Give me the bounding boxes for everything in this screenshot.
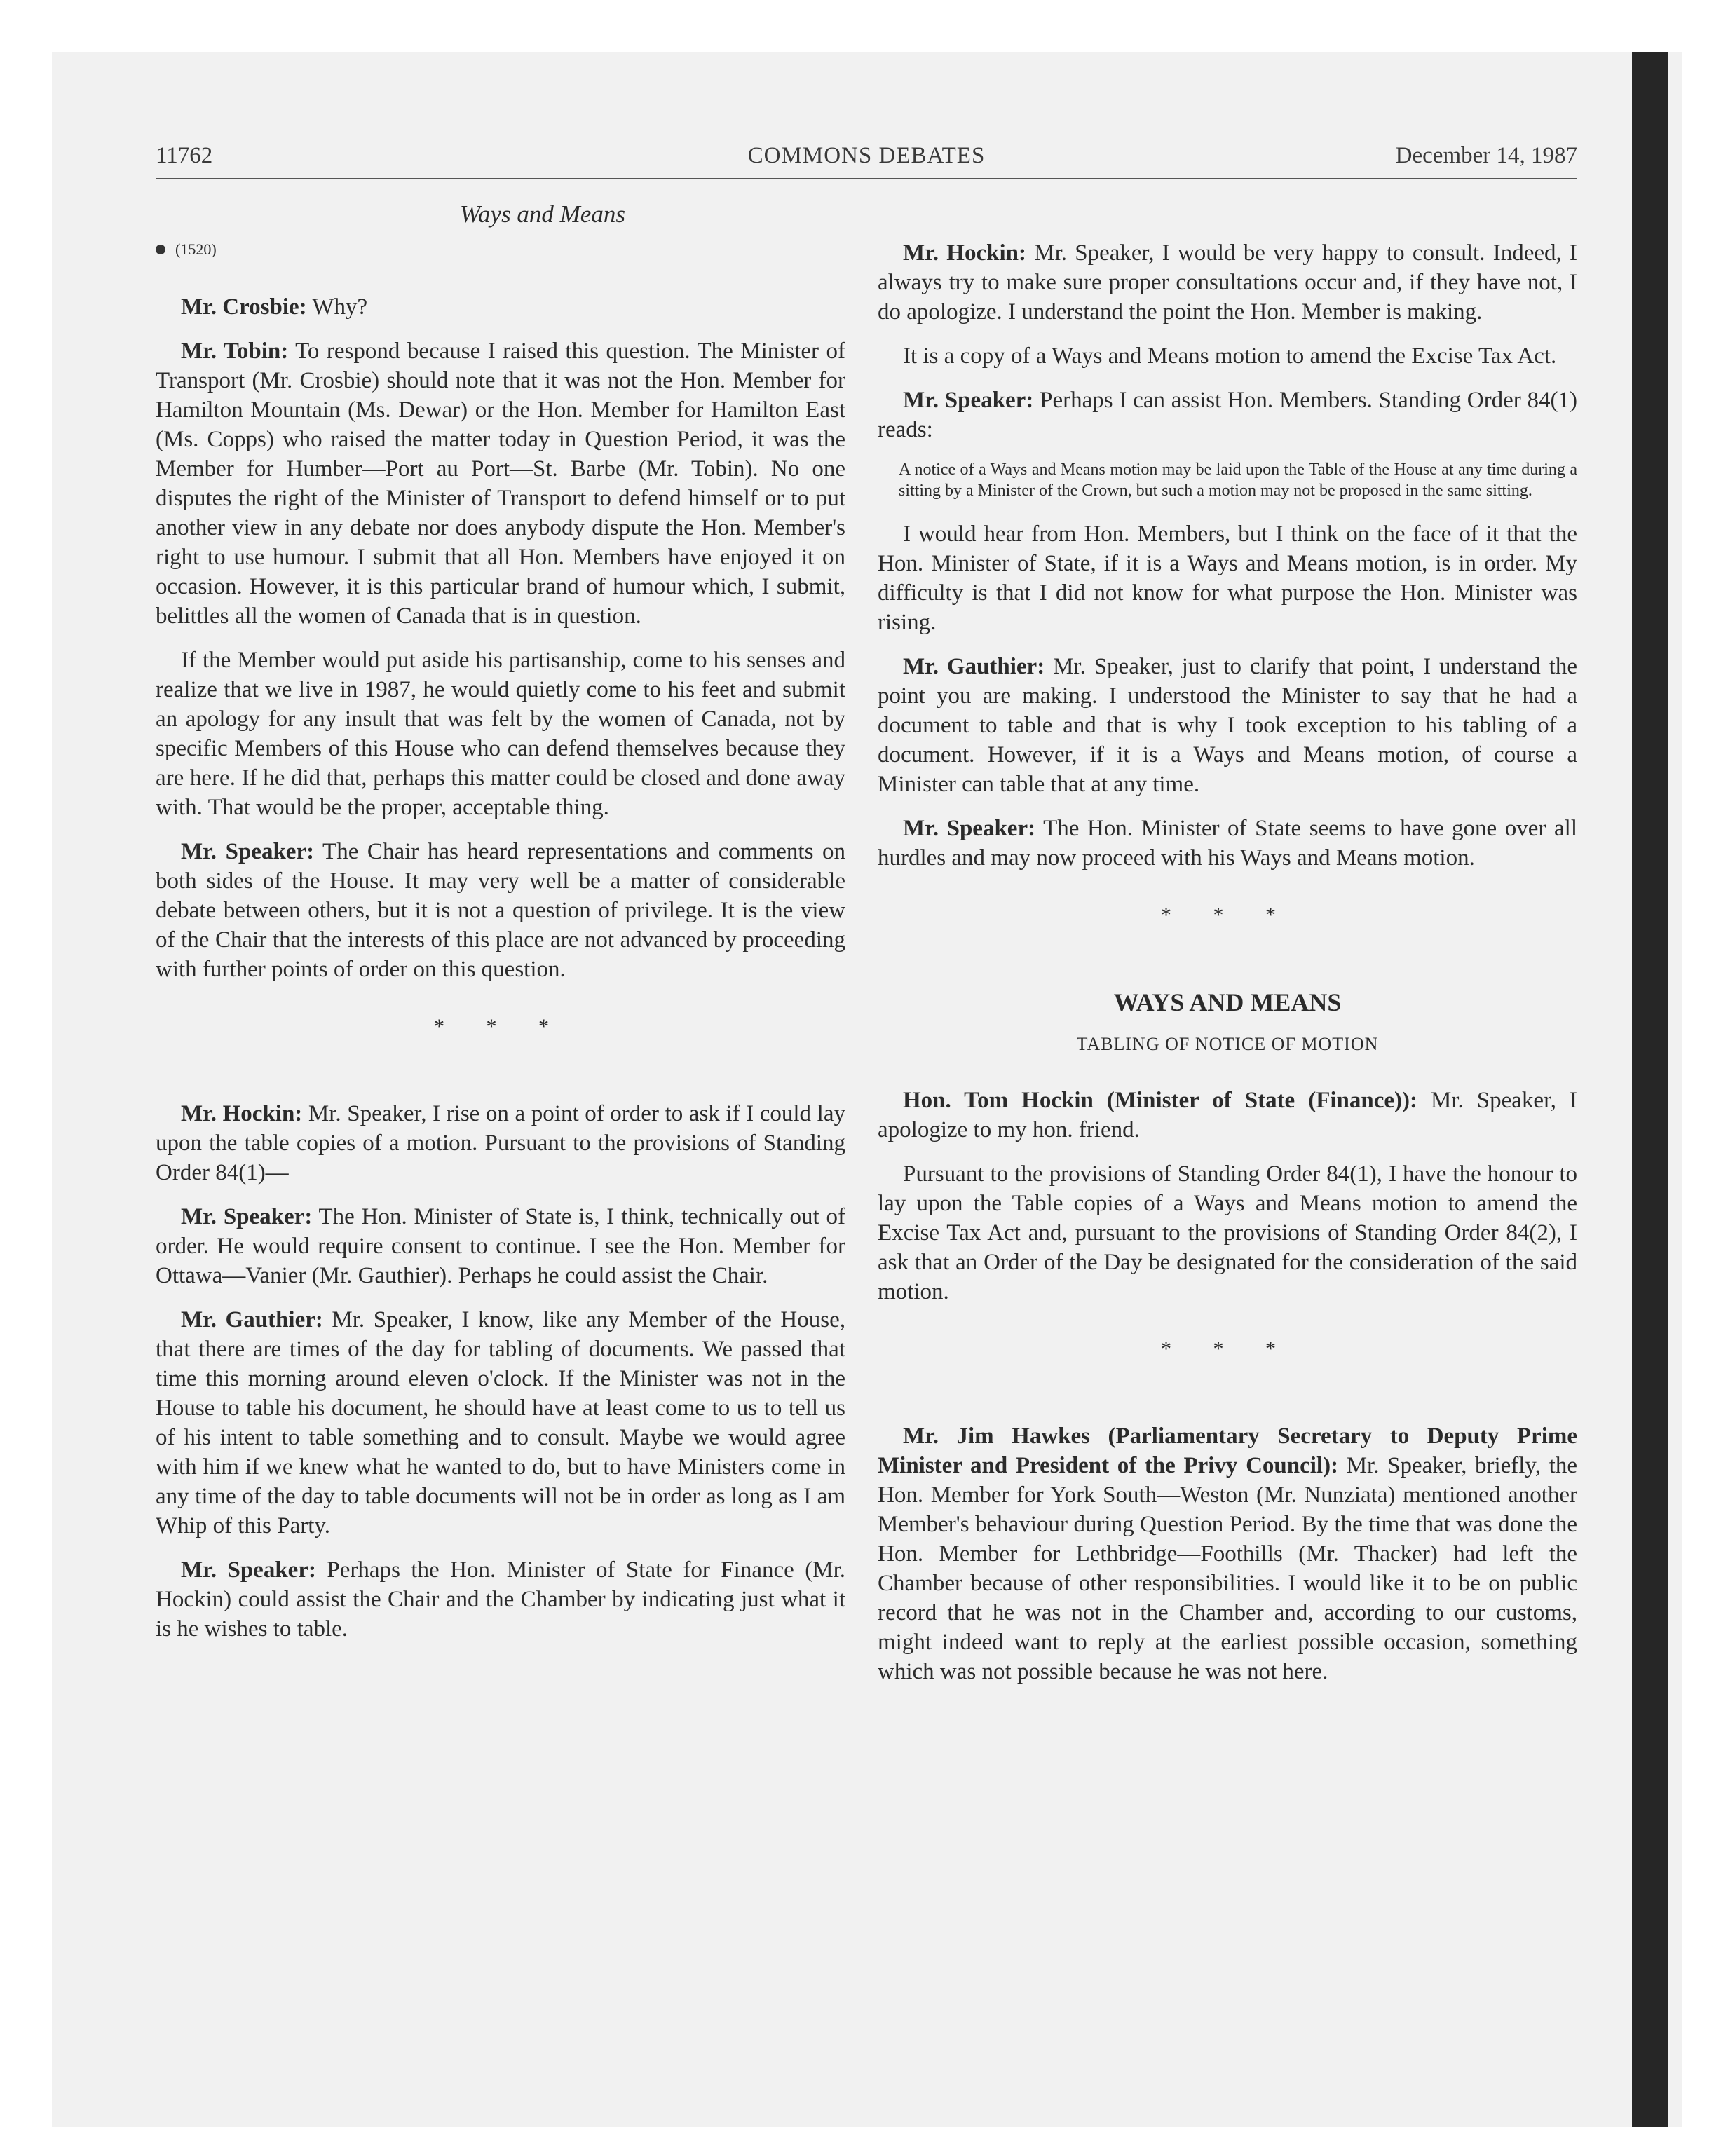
left-column bbox=[156, 193, 845, 1658]
standing-order-quote: A notice of a Ways and Means motion may be laid upon the Table of the House at any time during a sitting by a Minister of the Crown, but such a motion may not be proposed in the same sitting. bbox=[899, 460, 1577, 500]
page-date: December 14, 1987 bbox=[1395, 143, 1577, 168]
speech-text: Mr. Speaker, I would be very happy to consult. Indeed, I always try to make sure proper consultations occur and, if they have not, I do apologize. I understand the point the Hon. Member is making. bbox=[878, 240, 1577, 325]
page-header bbox=[156, 143, 1577, 179]
speech-text: Pursuant to the provisions of Standing Order 84(1), I have the honour to lay upon the Table copies of a Ways and Means motion to amend the Excise Tax Act and, pursuant to the provisions of Standing Order 84(2), I ask that an Order of the Day be designated for the consideration of the said motion. bbox=[878, 1161, 1577, 1304]
paragraph bbox=[156, 292, 845, 322]
section-separator: * * * bbox=[434, 1015, 567, 1038]
paragraph bbox=[878, 814, 1577, 873]
speaker-name: Mr. Crosbie: bbox=[181, 294, 307, 320]
paragraph bbox=[156, 646, 845, 822]
paragraph bbox=[156, 1305, 845, 1541]
speaker-name: Mr. Hockin: bbox=[903, 240, 1026, 266]
speech-text: To respond because I raised this question. The Minister of Transport (Mr. Crosbie) should note that it was not the Hon. Member for Hamilton Mountain (Ms. Dewar) or the Hon. Member for Hamilton East (Ms. Copps) who raised the matter today in Question Period, it was the Member for Humber—Port au Port—St. Barbe (Mr. Tobin). No one disputes the right of the Minister of Transport to defend himself or to put another view in any debate nor does anybody dispute the Hon. Member's right to use humour. I submit that all Hon. Members have enjoyed it on occasion. However, it is this particular brand of humour which, I submit, belittles all the women of Canada that is in question. bbox=[156, 339, 845, 629]
paragraph bbox=[878, 1421, 1577, 1686]
speech-text: I would hear from Hon. Members, but I think on the face of it that the Hon. Minister of State, if it is a Ways and Means motion, is in order. My difficulty is that I did not know for what purpose the Hon. Minister was rising. bbox=[878, 521, 1577, 635]
section-title: WAYS AND MEANS bbox=[1113, 988, 1342, 1016]
scan-edge-shadow bbox=[1632, 52, 1668, 2127]
publication-title: COMMONS DEBATES bbox=[747, 143, 986, 168]
paragraph bbox=[156, 837, 845, 984]
paragraph bbox=[156, 1099, 845, 1187]
speaker-name: Mr. Jim Hawkes (Parliamentary Secretary to Deputy Prime Minister and President of the Privy Council): bbox=[878, 1424, 1577, 1478]
speech-text: Perhaps I can assist Hon. Members. Standing Order 84(1) reads: bbox=[878, 388, 1577, 442]
paragraph bbox=[878, 1086, 1577, 1145]
bullet-icon bbox=[156, 245, 165, 254]
speech-text: Mr. Speaker, just to clarify that point, I understand the point you are making. I understood the Minister to say that he had a document to table and that is why I took exception to his tabling of a document. However, if it is a Ways and Means motion, of course a Minister can table that at any time. bbox=[878, 654, 1577, 797]
time-marker-label: (1520) bbox=[175, 240, 217, 258]
speech-text: If the Member would put aside his partisanship, come to his senses and realize that we live in 1987, he would quietly come to his feet and submit an apology for any insult that was felt by the women of Canada, not by specific Members of this House who can defend themselves because they are here. If he did that, perhaps this matter could be closed and done away with. That would be the proper, acceptable thing. bbox=[156, 648, 845, 820]
speech-text: The Hon. Minister of State is, I think, technically out of order. He would require consent to continue. I see the Hon. Member for Ottawa—Vanier (Mr. Gauthier). Perhaps he could assist the Chair. bbox=[156, 1204, 845, 1288]
speaker-name: Mr. Speaker: bbox=[903, 816, 1036, 841]
speaker-name: Mr. Speaker: bbox=[181, 1557, 316, 1583]
section-separator: * * * bbox=[1161, 903, 1294, 927]
right-column bbox=[878, 193, 1577, 1701]
speech-text: Why? bbox=[306, 294, 368, 320]
section-subtitle: TABLING OF NOTICE OF MOTION bbox=[1076, 1034, 1379, 1054]
paragraph bbox=[156, 1202, 845, 1290]
speech-text: It is a copy of a Ways and Means motion to amend the Excise Tax Act. bbox=[903, 343, 1557, 369]
section-separator: * * * bbox=[1161, 1337, 1294, 1360]
paragraph bbox=[878, 238, 1577, 327]
speech-text: Perhaps the Hon. Minister of State for Finance (Mr. Hockin) could assist the Chair and the Chamber by indicating just what it is he wishes to table. bbox=[156, 1557, 845, 1642]
time-marker bbox=[156, 235, 845, 264]
page-number: 11762 bbox=[156, 143, 213, 168]
speaker-name: Mr. Gauthier: bbox=[181, 1307, 323, 1332]
speaker-name: Mr. Speaker: bbox=[181, 1204, 313, 1229]
speaker-name: Mr. Speaker: bbox=[181, 839, 315, 864]
speaker-name: Hon. Tom Hockin (Minister of State (Finance)): bbox=[903, 1088, 1417, 1113]
speech-text: Mr. Speaker, I know, like any Member of the House, that there are times of the day for tabling of documents. We passed that time this morning around eleven o'clock. If the Minister was not in the House to table his document, he should have at least come to us to tell us of his intent to table something and to consult. Maybe we would agree with him if we knew what he wanted to do, but to have Ministers come in any time of the day to table documents will not be in order as long as I am Whip of this Party. bbox=[156, 1307, 845, 1538]
speaker-name: Mr. Speaker: bbox=[903, 388, 1034, 413]
paragraph bbox=[156, 336, 845, 631]
speaker-name: Mr. Hockin: bbox=[181, 1101, 303, 1126]
paragraph bbox=[878, 386, 1577, 444]
speech-text: Mr. Speaker, briefly, the Hon. Member for York South—Weston (Mr. Nunziata) mentioned another Member's behaviour during Question Period. By the time that was done the Hon. Member for Lethbridge—Foothills (Mr. Thacker) had left the Chamber because of other responsibilities. I would like it to be on public record that he was not in the Chamber and, according to our customs, might indeed want to reply at the earliest possible occasion, something which was not possible because he was not here. bbox=[878, 1453, 1577, 1684]
paragraph bbox=[878, 1159, 1577, 1306]
speech-text: Mr. Speaker, I rise on a point of order to ask if I could lay upon the table copies of a motion. Pursuant to the provisions of Standing Order 84(1)— bbox=[156, 1101, 845, 1185]
speech-text: The Chair has heard representations and comments on both sides of the House. It may very well be a matter of considerable debate between others, but it is not a question of privilege. It is the view of the Chair that the interests of this place are not advanced by proceeding with further points of order on this question. bbox=[156, 839, 845, 982]
speech-text: The Hon. Minister of State seems to have gone over all hurdles and may now proceed with his Ways and Means motion. bbox=[878, 816, 1577, 871]
speaker-name: Mr. Gauthier: bbox=[903, 654, 1045, 679]
paragraph bbox=[878, 519, 1577, 637]
paragraph bbox=[878, 652, 1577, 799]
speech-text: Mr. Speaker, I apologize to my hon. friend. bbox=[878, 1088, 1577, 1142]
speaker-name: Mr. Tobin: bbox=[181, 339, 289, 364]
running-head: Ways and Means bbox=[460, 200, 625, 228]
paragraph bbox=[878, 341, 1577, 371]
paragraph bbox=[156, 1555, 845, 1644]
